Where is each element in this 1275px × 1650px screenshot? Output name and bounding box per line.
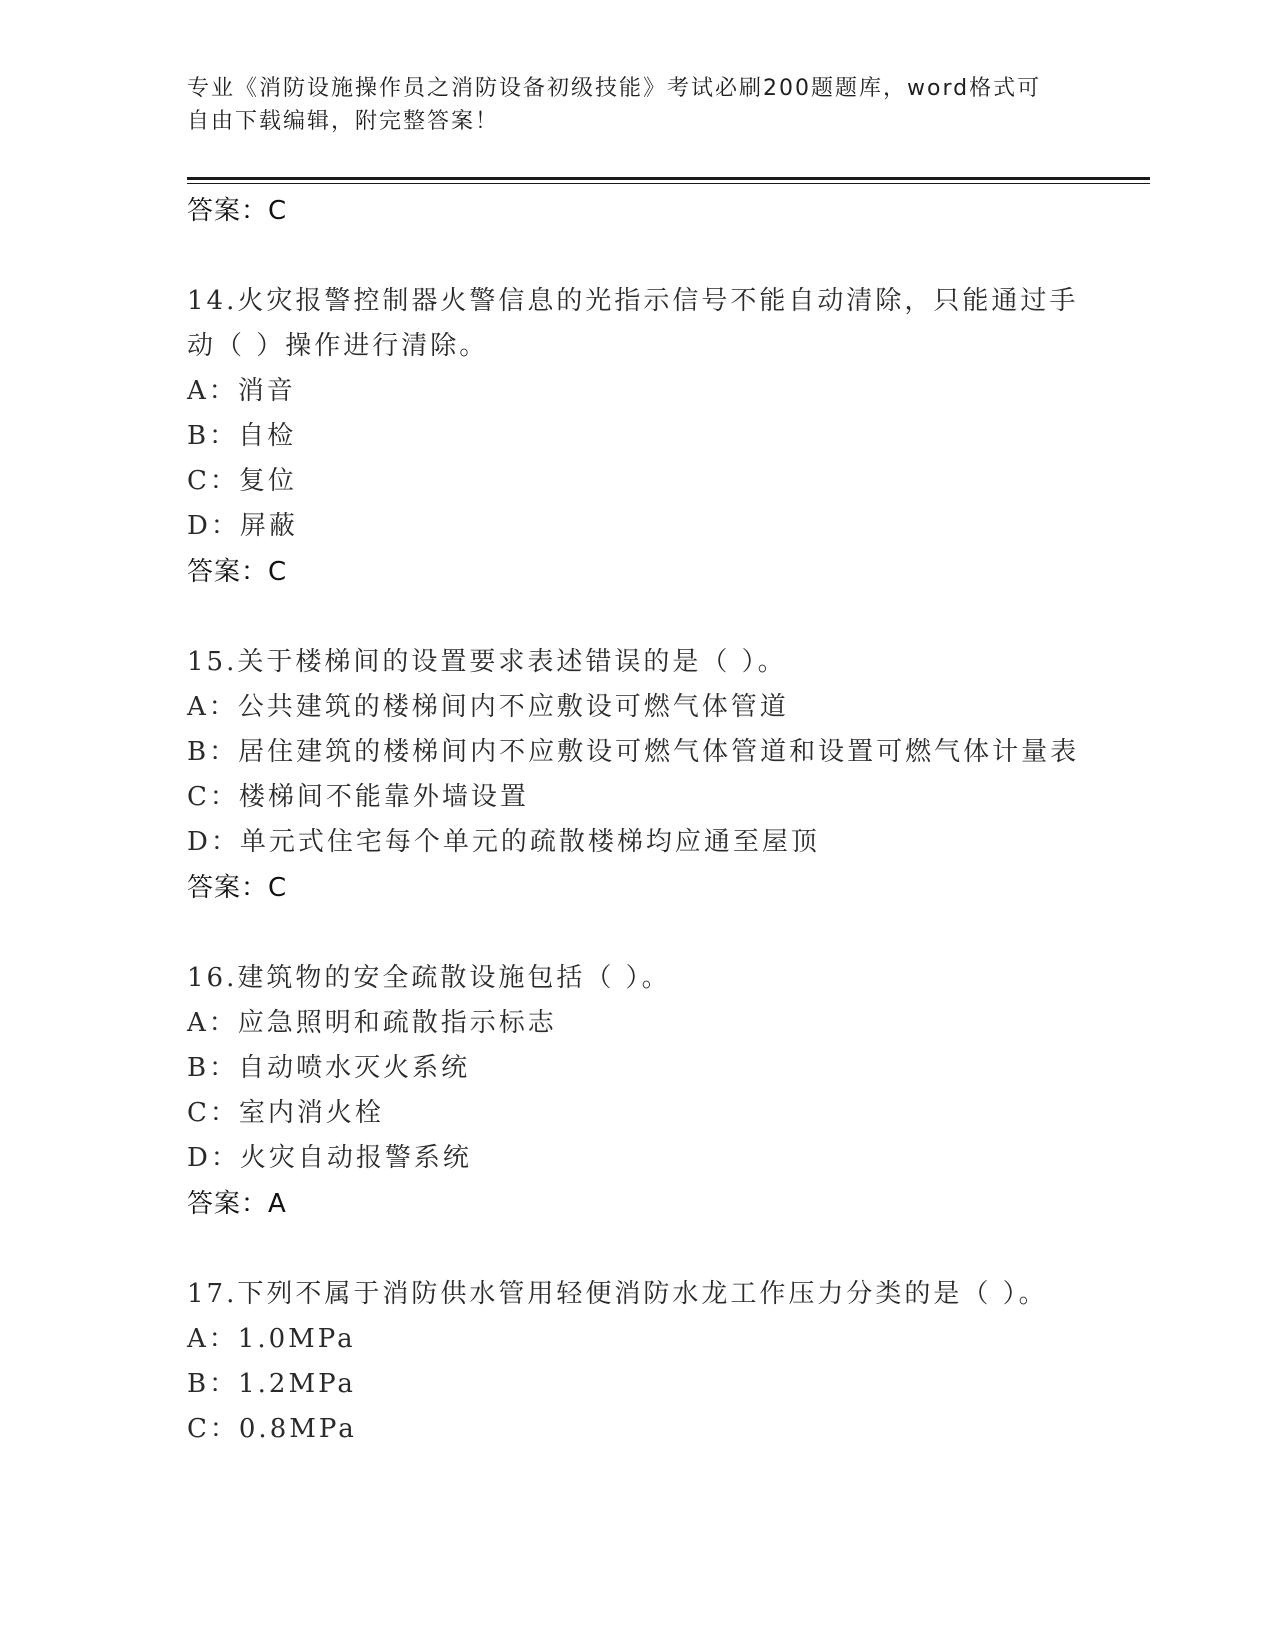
question-block-14 [187, 279, 1147, 595]
header-divider-thin [187, 183, 1150, 184]
question-stem-line-2: 动（ ）操作进行清除。 [187, 331, 489, 361]
option-a: A：公共建筑的楼梯间内不应敷设可燃气体管道 [187, 692, 789, 722]
question-block-16 [187, 956, 1147, 1227]
question-stem-line-1: 14.火灾报警控制器火警信息的光指示信号不能自动清除，只能通过手 [187, 286, 1079, 316]
option-b: B：自检 [187, 421, 297, 451]
option-c: C：0.8MPa [187, 1414, 357, 1444]
option-d: D：屏蔽 [187, 511, 298, 541]
option-b: B：居住建筑的楼梯间内不应敷设可燃气体管道和设置可燃气体计量表 [187, 737, 1080, 767]
option-c: C：楼梯间不能靠外墙设置 [187, 782, 529, 812]
option-c: C：复位 [187, 466, 297, 496]
block-gap [187, 234, 1147, 279]
option-d: D：单元式住宅每个单元的疏散楼梯均应通至屋顶 [187, 827, 820, 857]
question-stem-line-1: 17.下列不属于消防供水管用轻便消防水龙工作压力分类的是（ ）。 [187, 1279, 1048, 1309]
question-stem-line-1: 16.建筑物的安全疏散设施包括（ ）。 [187, 963, 671, 993]
option-b: B：自动喷水灭火系统 [187, 1053, 471, 1083]
question-block-17 [187, 1272, 1147, 1452]
block-gap [187, 595, 1147, 640]
option-a: A：消音 [187, 376, 296, 406]
header-line-2: 自由下载编辑，附完整答案！ [187, 109, 500, 134]
question-block-15 [187, 640, 1147, 911]
header-line-1: 专业《消防设施操作员之消防设备初级技能》考试必刷200题题库，word格式可 [187, 76, 1042, 101]
question-list [187, 188, 1147, 1452]
answer-line: 答案：C [187, 873, 288, 903]
option-c: C：室内消火栓 [187, 1098, 384, 1128]
option-d: D：火灾自动报警系统 [187, 1143, 472, 1173]
answer-line: 答案：C [187, 196, 288, 226]
option-b: B：1.2MPa [187, 1369, 356, 1399]
question-stem-line-1: 15.关于楼梯间的设置要求表述错误的是（ ）。 [187, 647, 787, 677]
document-header [187, 72, 1067, 138]
block-gap [187, 911, 1147, 956]
answer-line: 答案：A [187, 1189, 287, 1219]
block-gap [187, 1227, 1147, 1272]
option-a: A：1.0MPa [187, 1324, 356, 1354]
header-divider-thick [187, 177, 1150, 180]
answer-line: 答案：C [187, 557, 288, 587]
option-a: A：应急照明和疏散指示标志 [187, 1008, 557, 1038]
